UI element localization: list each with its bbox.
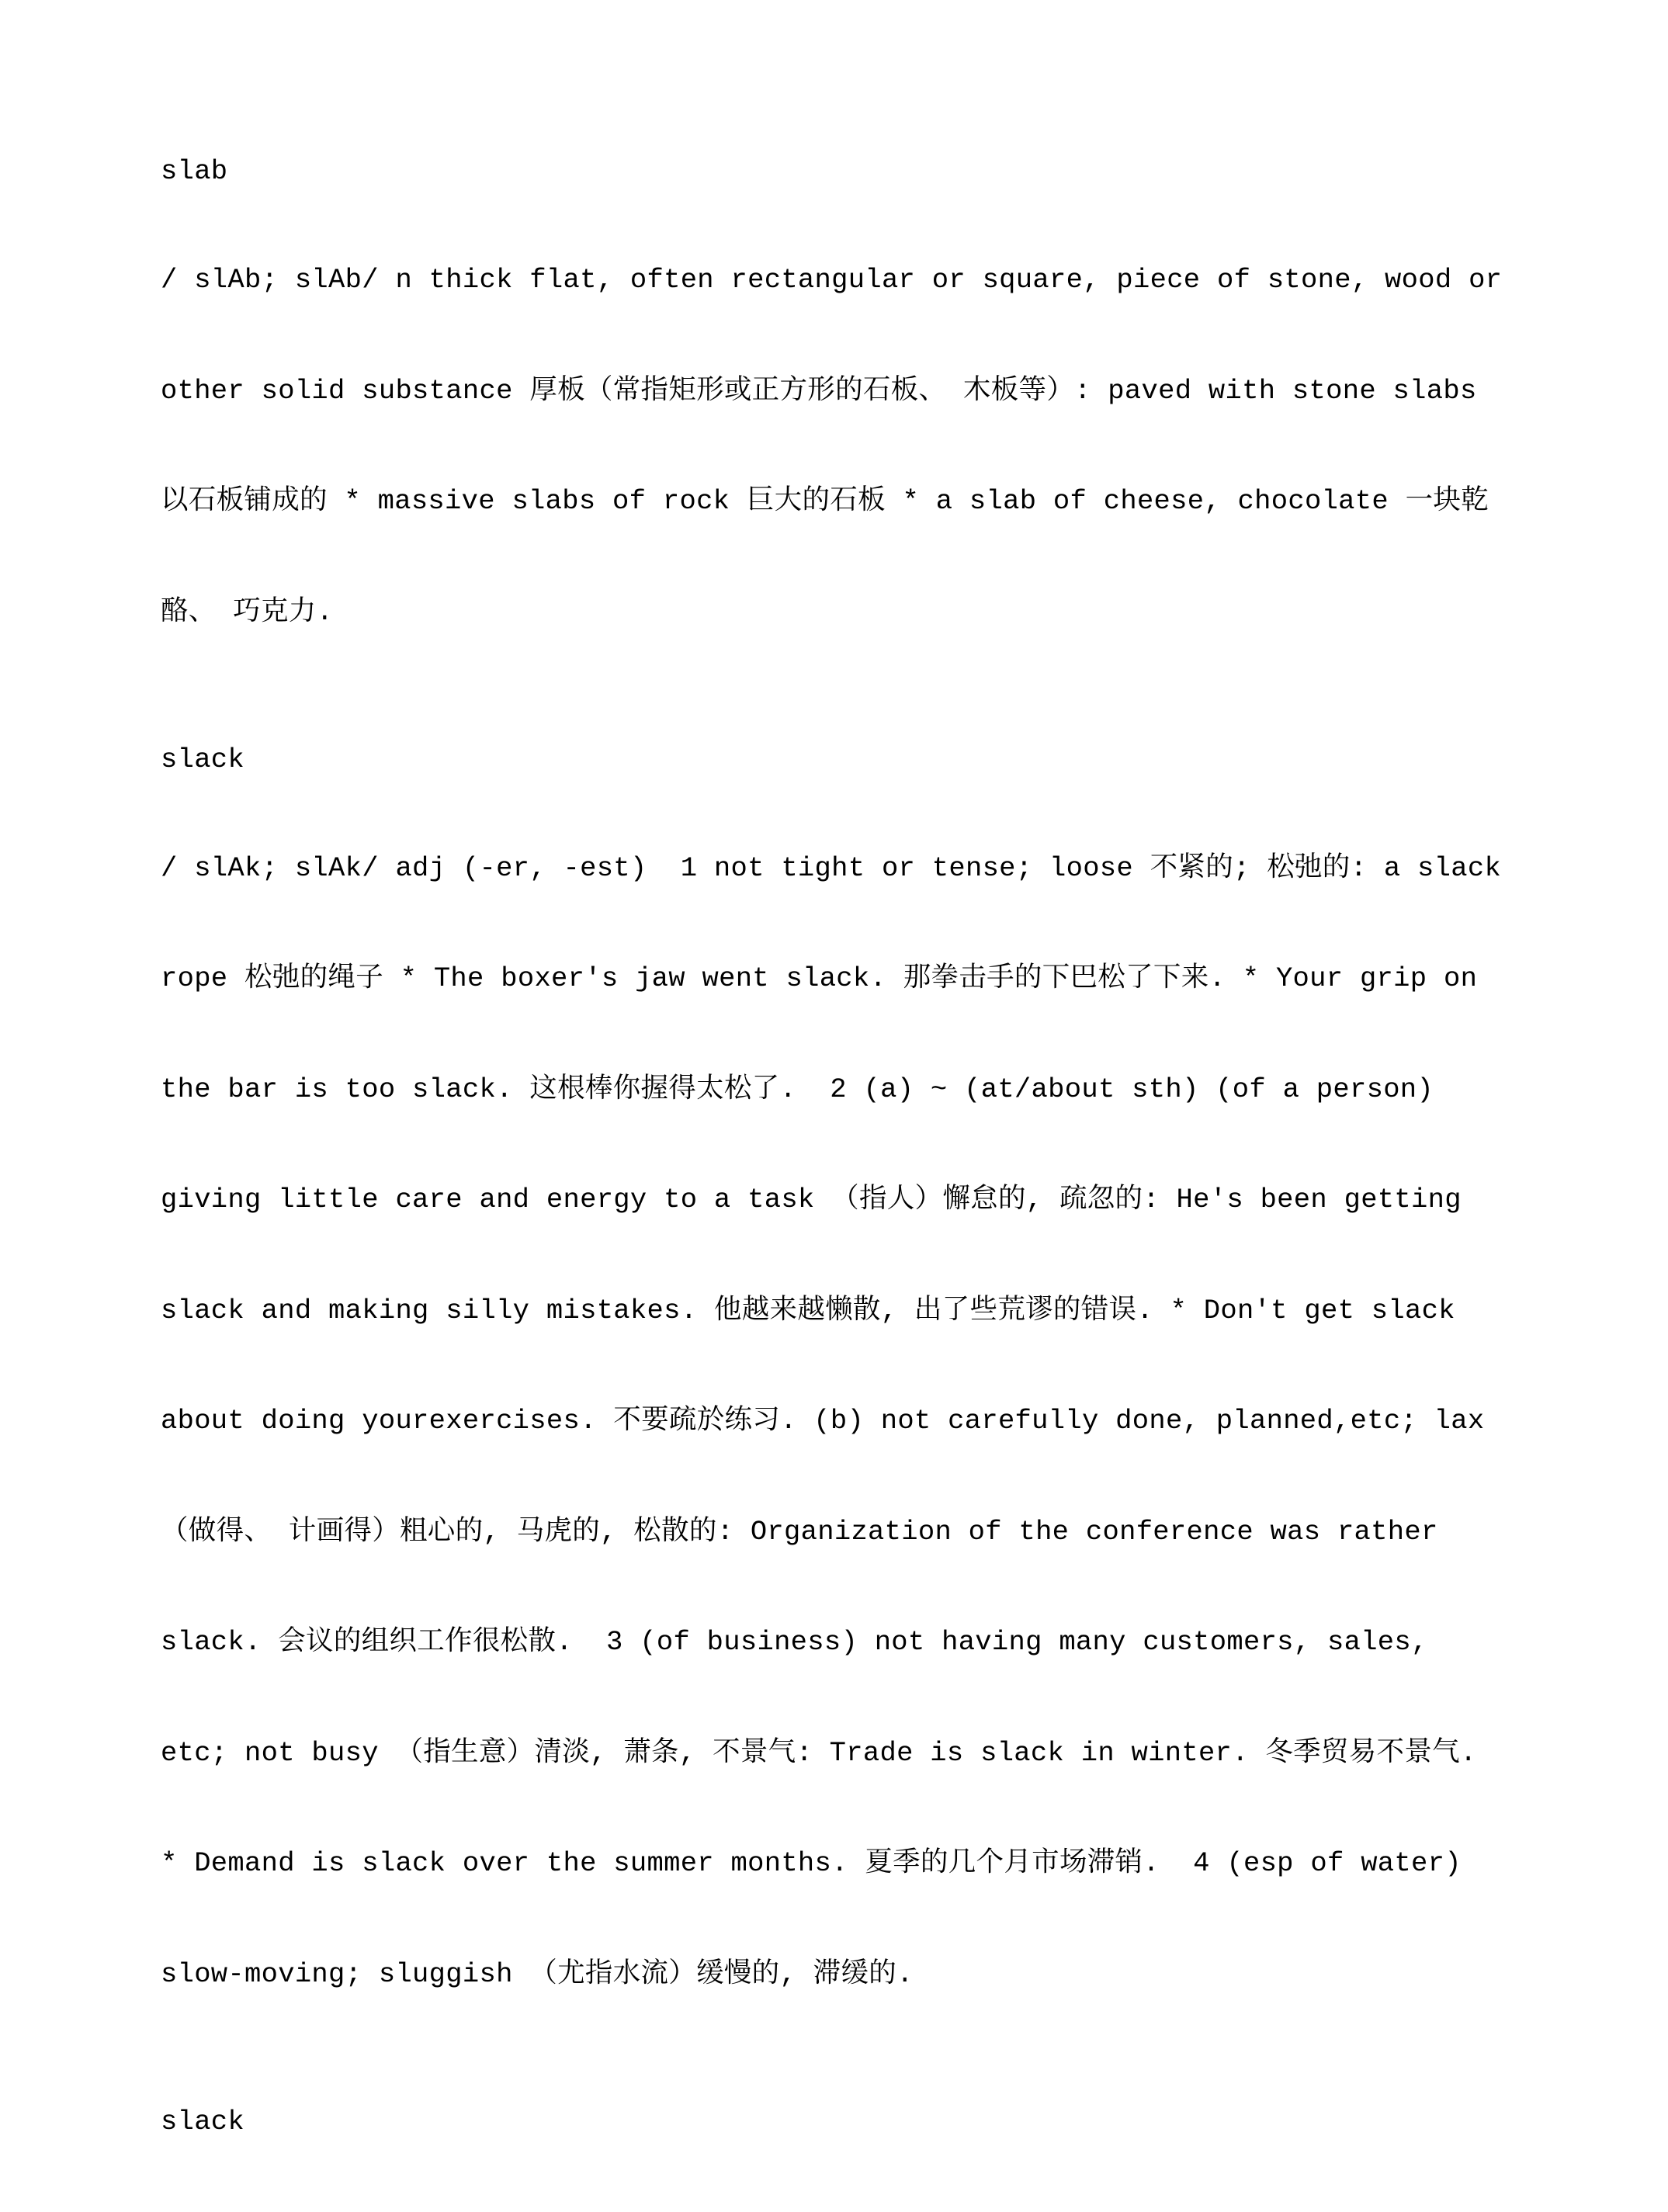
definition-line: 以石板铺成的 * massive slabs of rock 巨大的石板 * a slab of cheese, chocolate 一块乾	[161, 485, 1489, 517]
headword-slack: slack	[161, 743, 245, 775]
definition-line: rope 松弛的绳子 * The boxer's jaw went slack. 那拳击手的下巴松了下来. * Your grip on	[161, 962, 1478, 994]
definition-line: slack and making silly mistakes. 他越来越懒散, 出了些荒谬的错误. * Don't get slack	[161, 1294, 1455, 1326]
definition-line: the bar is too slack. 这根棒你握得太松了. 2 (a) ~ (at/about sth) (of a person)	[161, 1073, 1434, 1105]
definition-line: slack. 会议的组织工作很松散. 3 (of business) not having many customers, sales,	[161, 1626, 1428, 1658]
definition-line: 酪、 巧克力.	[161, 595, 334, 628]
definition-line: （做得、 计画得）粗心的, 马虎的, 松散的: Organization of the conference was rather	[161, 1515, 1438, 1548]
definition-line: / slAk; slAk/ adj (-er, -est) 1 not tight or tense; loose 不紧的; 松弛的: a slack	[161, 851, 1502, 884]
headword-slack-partial: slack	[161, 2105, 245, 2137]
definition-line: other solid substance 厚板（常指矩形或正方形的石板、 木板等）: paved with stone slabs	[161, 374, 1477, 407]
definition-line: etc; not busy （指生意）清淡, 萧条, 不景气: Trade is slack in winter. 冬季贸易不景气.	[161, 1736, 1477, 1769]
definition-line: about doing yourexercises. 不要疏於练习. (b) not carefully done, planned,etc; lax	[161, 1405, 1485, 1437]
definition-line: giving little care and energy to a task （指人）懈怠的, 疏忽的: He's been getting	[161, 1184, 1462, 1215]
definition-line: * Demand is slack over the summer months. 夏季的几个月市场滞销. 4 (esp of water)	[161, 1847, 1462, 1879]
definition-line: slow-moving; sluggish （尤指水流）缓慢的, 滞缓的.	[161, 1957, 914, 1990]
dictionary-text	[161, 79, 1635, 2212]
headword-slab: slab	[161, 155, 228, 187]
definition-line: / slAb; slAb/ n thick flat, often rectangular or square, piece of stone, wood or	[161, 264, 1503, 296]
